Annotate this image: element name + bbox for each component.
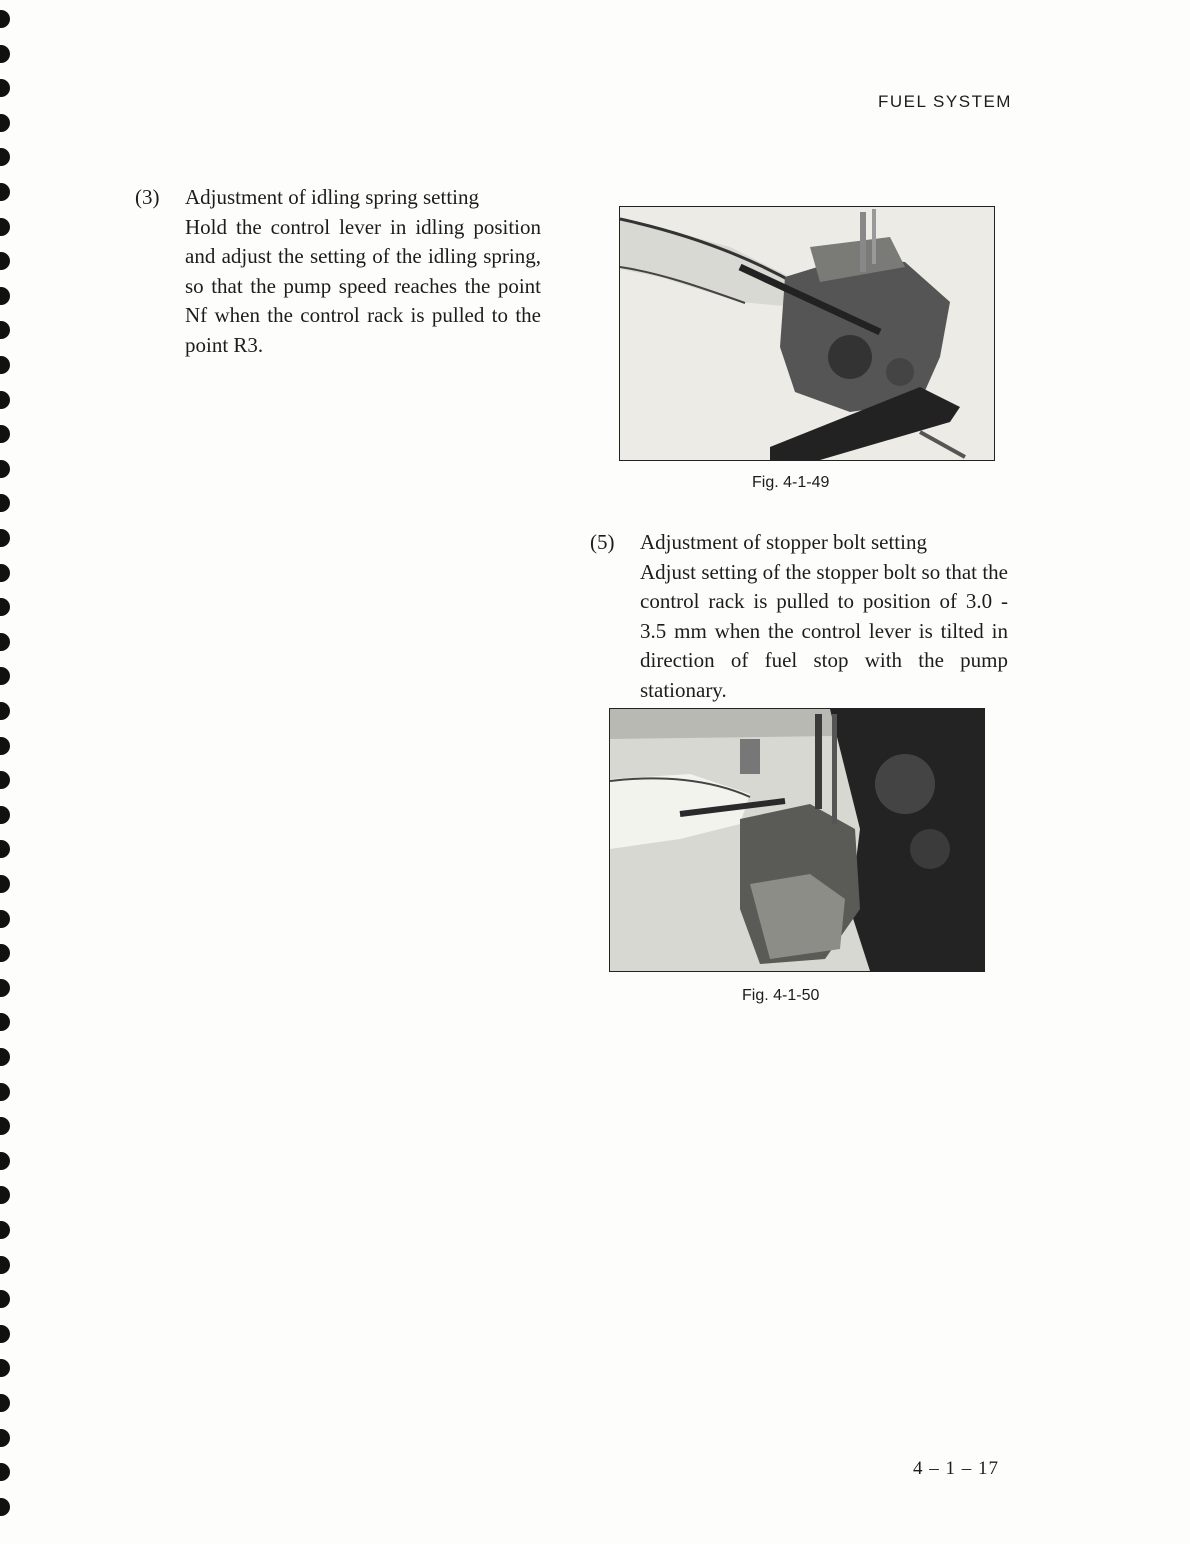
binding-hole — [0, 1083, 10, 1101]
binding-hole — [0, 1048, 10, 1066]
binding-hole — [0, 1152, 10, 1170]
binding-hole — [0, 633, 10, 651]
binding-hole — [0, 10, 10, 28]
binding-hole — [0, 148, 10, 166]
binding-hole — [0, 1359, 10, 1377]
step-body: Hold the control lever in idling position and adjust the setting of the idling spring, so that the pump speed reaches the point Nf when the control rack is pulled to the point R3. — [185, 214, 541, 357]
binding-hole — [0, 702, 10, 720]
step-title: Adjustment of stopper bolt setting — [640, 530, 927, 554]
binding-hole — [0, 494, 10, 512]
binding-hole — [0, 356, 10, 374]
figure-caption: Fig. 4-1-50 — [742, 987, 820, 1004]
binding-hole — [0, 1013, 10, 1031]
binding-hole — [0, 564, 10, 582]
step-5 — [590, 528, 1008, 705]
binding-hole — [0, 321, 10, 339]
binding-hole — [0, 391, 10, 409]
page-number: 4 – 1 – 17 — [913, 1458, 999, 1479]
binding-hole — [0, 287, 10, 305]
binding-hole — [0, 1325, 10, 1343]
binding-hole — [0, 1429, 10, 1447]
binding-hole — [0, 79, 10, 97]
fuel-pump-wrench-photo-icon — [620, 207, 994, 460]
binding-hole — [0, 737, 10, 755]
binding-hole — [0, 218, 10, 236]
binding-hole — [0, 1117, 10, 1135]
binding-hole — [0, 1186, 10, 1204]
binding-hole — [0, 840, 10, 858]
binding-hole — [0, 114, 10, 132]
binding-hole — [0, 910, 10, 928]
step-3 — [135, 183, 541, 360]
binding-hole — [0, 771, 10, 789]
binding-hole — [0, 1394, 10, 1412]
binding-hole — [0, 806, 10, 824]
binding-hole — [0, 425, 10, 443]
step-number: (3) — [135, 185, 160, 209]
binding-hole — [0, 1463, 10, 1481]
step-number: (5) — [590, 530, 615, 554]
binding-hole — [0, 1221, 10, 1239]
binding-hole — [0, 460, 10, 478]
binding-hole — [0, 1498, 10, 1516]
binding-hole — [0, 667, 10, 685]
binding-hole — [0, 529, 10, 547]
binding-hole — [0, 1290, 10, 1308]
section-header: FUEL SYSTEM — [878, 92, 1012, 111]
stopper-bolt-photo-icon — [610, 709, 984, 971]
binding-holes — [0, 0, 20, 1544]
binding-hole — [0, 252, 10, 270]
binding-hole — [0, 944, 10, 962]
figure-4-1-49-photo — [619, 206, 995, 461]
figure-caption: Fig. 4-1-49 — [752, 474, 830, 491]
binding-hole — [0, 598, 10, 616]
step-body: Adjust setting of the stopper bolt so that the control rack is pulled to position of 3.0 - 3.5 mm when the control lever is tilted in direction of fuel stop with the pump stationary. — [640, 559, 1008, 702]
binding-hole — [0, 183, 10, 201]
binding-hole — [0, 979, 10, 997]
binding-hole — [0, 875, 10, 893]
binding-hole — [0, 45, 10, 63]
figure-4-1-50-photo — [609, 708, 985, 972]
binding-hole — [0, 1256, 10, 1274]
step-title: Adjustment of idling spring setting — [185, 185, 479, 209]
